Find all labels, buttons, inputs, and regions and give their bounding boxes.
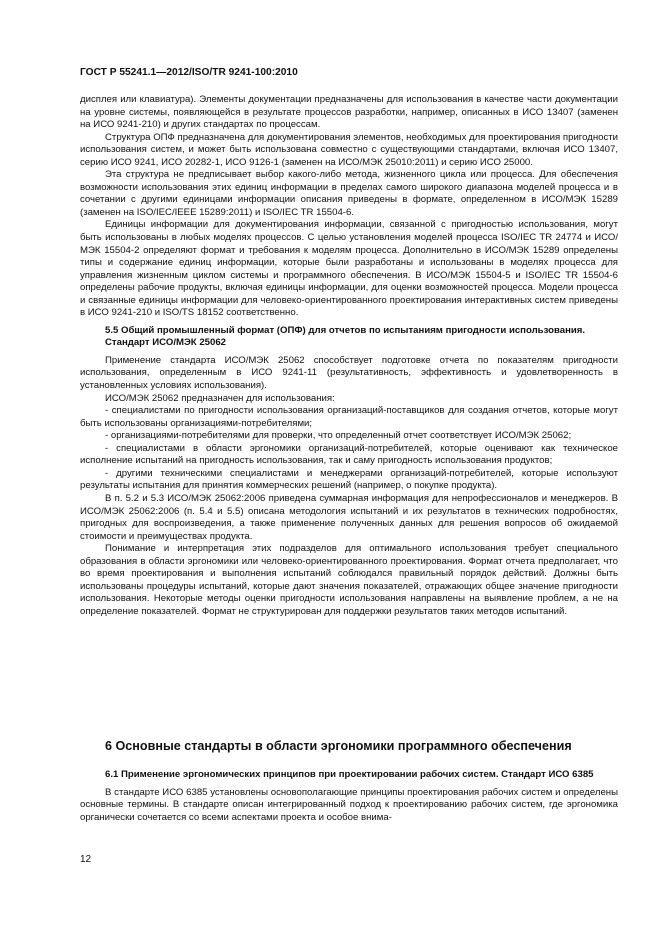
section-heading: 6 Основные стандарты в области эргономики программного обеспечения xyxy=(105,739,572,753)
list-item: - специалистами по пригодности использования организаций-поставщиков для создания отчетов, которые могут быть использованы организациями-потребителями; xyxy=(80,405,618,429)
page-number: 12 xyxy=(80,854,92,865)
body-text-2 xyxy=(80,769,618,824)
paragraph: В стандарте ИСО 6385 установлены основополагающие принципы проектирования рабочих систем и определены основные термины. В стандарте описан интегрированный подход к проектированию рабочих систем, где эргономика органически сочетается со всеми аспектами проекта и особое внима- xyxy=(80,786,618,823)
document-header: ГОСТ Р 55241.1—2012/ISO/TR 9241-100:2010 xyxy=(80,67,298,78)
list-item: - организациями-потребителями для проверки, что определенный отчет соответствует ИСО/МЭК 25062; xyxy=(105,430,572,442)
list-item: - другими техническими специалистами и менеджерами организаций-потребителей, которые используют результаты испытания для принятия коммерческих решений (например, о покупке продукта). xyxy=(80,467,618,492)
paragraph: ИСО/МЭК 25062 предназначен для использования: xyxy=(105,392,335,404)
paragraph: Понимание и интерпретация этих подразделов для оптимального использования требует специального образования в области эргономики или человеко-ориентированного проектирования. Формат отчета предполагает, что во время проектирования и выполнения испытаний соблюдался правильный порядок действий. Должны быть использованы процедуры испытаний, которые дают значения показателей, отражающих общее значение пригодности использования. Некоторые методы оценки пригодности использования направлены на выявление проблем, а не на определение показателей. Формат не структурирован для поддержки результатов таких методов испытаний. xyxy=(80,543,618,617)
list-item: - специалистами в области эргономики организаций-потребителей, которые оценивают как техническое исполнение испытаний на пригодность использования, так и саму пригодность использования продуктов; xyxy=(80,442,618,467)
paragraph: дисплея или клавиатура). Элементы документации предназначены для использования в качестве части документации на уровне системы, появляющейся в результате процессов разработки, например, описанных в ИСО 13407 (заменен на ИСО 9241-210) и других стандартах по процессам. xyxy=(80,94,618,131)
body-text xyxy=(80,94,618,618)
subsection-heading: 5.5 Общий промышленный формат (ОПФ) для отчетов по испытаниям пригодности использования. Стандарт ИСО/МЭК 25062 xyxy=(105,324,586,349)
paragraph: Структура ОПФ предназначена для документирования элементов, необходимых для проектирования пригодности использования систем, и может быть использована совместно с существующими стандартами, включая ИСО 13407, серию ИСО 9241, ИСО 20282-1, ИСО 9126-1 (заменен на ИСО/МЭК 25010:2011) и серию ИСО 25000. xyxy=(80,131,618,168)
paragraph: В п. 5.2 и 5.3 ИСО/МЭК 25062:2006 приведена суммарная информация для непрофессионалов и менеджеров. В ИСО/МЭК 25062:2006 (п. 5.4 и 5.5) описана методология испытаний и их результатов в технических подробностях, пригодных для воспроизведения, а также применение полученных данных для решения вопросов об ожидаемой стоимости и преимуществах продукта. xyxy=(80,492,618,542)
paragraph: Единицы информации для документирования информации, связанной с пригодностью использования, могут быть использованы в любых моделях процессов. С целью установления моделей процесса ISO/IEC TR 24774 и ИСО/МЭК 15504-2 определяют формат и требования к моделям процесса. Дополнительно в ИСО/МЭК 15289 определены типы и содержание единиц информации, которые были разработаны и использованы в моделях процесса для управления жизненным циклом системы и программного обеспечения. В ИСО/МЭК 15504-5 и ISO/IEC TR 15504-6 определены рабочие продукты, включая единицы информации, для оценки возможностей процесса. Модели процесса и связанные единицы информации для человеко-ориентированного проектирования интерактивных систем приведены в ИСО 9241-210 и ISO/TS 18152 соответственно. xyxy=(80,219,618,319)
subsection-heading: 6.1 Применение эргономических принципов при проектировании рабочих систем. Стандарт ИСО 6385 xyxy=(105,769,594,780)
paragraph: Эта структура не предписывает выбор какого-либо метода, жизненного цикла или процесса. Для обеспечения возможности использования этих единиц информации в пределах самого широкого диапазона моделей процесса и в сочетании с другими единицами информации описания приведены в формате, определенном в ИСО/МЭК 15289 (заменен на ISO/IEC/IEEE 15289:2011) и ISO/IEC TR 15504-6. xyxy=(80,169,618,218)
paragraph: Применение стандарта ИСО/МЭК 25062 способствует подготовке отчета по показателям пригодности использования, определенным в ИСО 9241-11 (результативность, эффективность и удовлетворенность в установленных условиях использования). xyxy=(80,354,618,392)
